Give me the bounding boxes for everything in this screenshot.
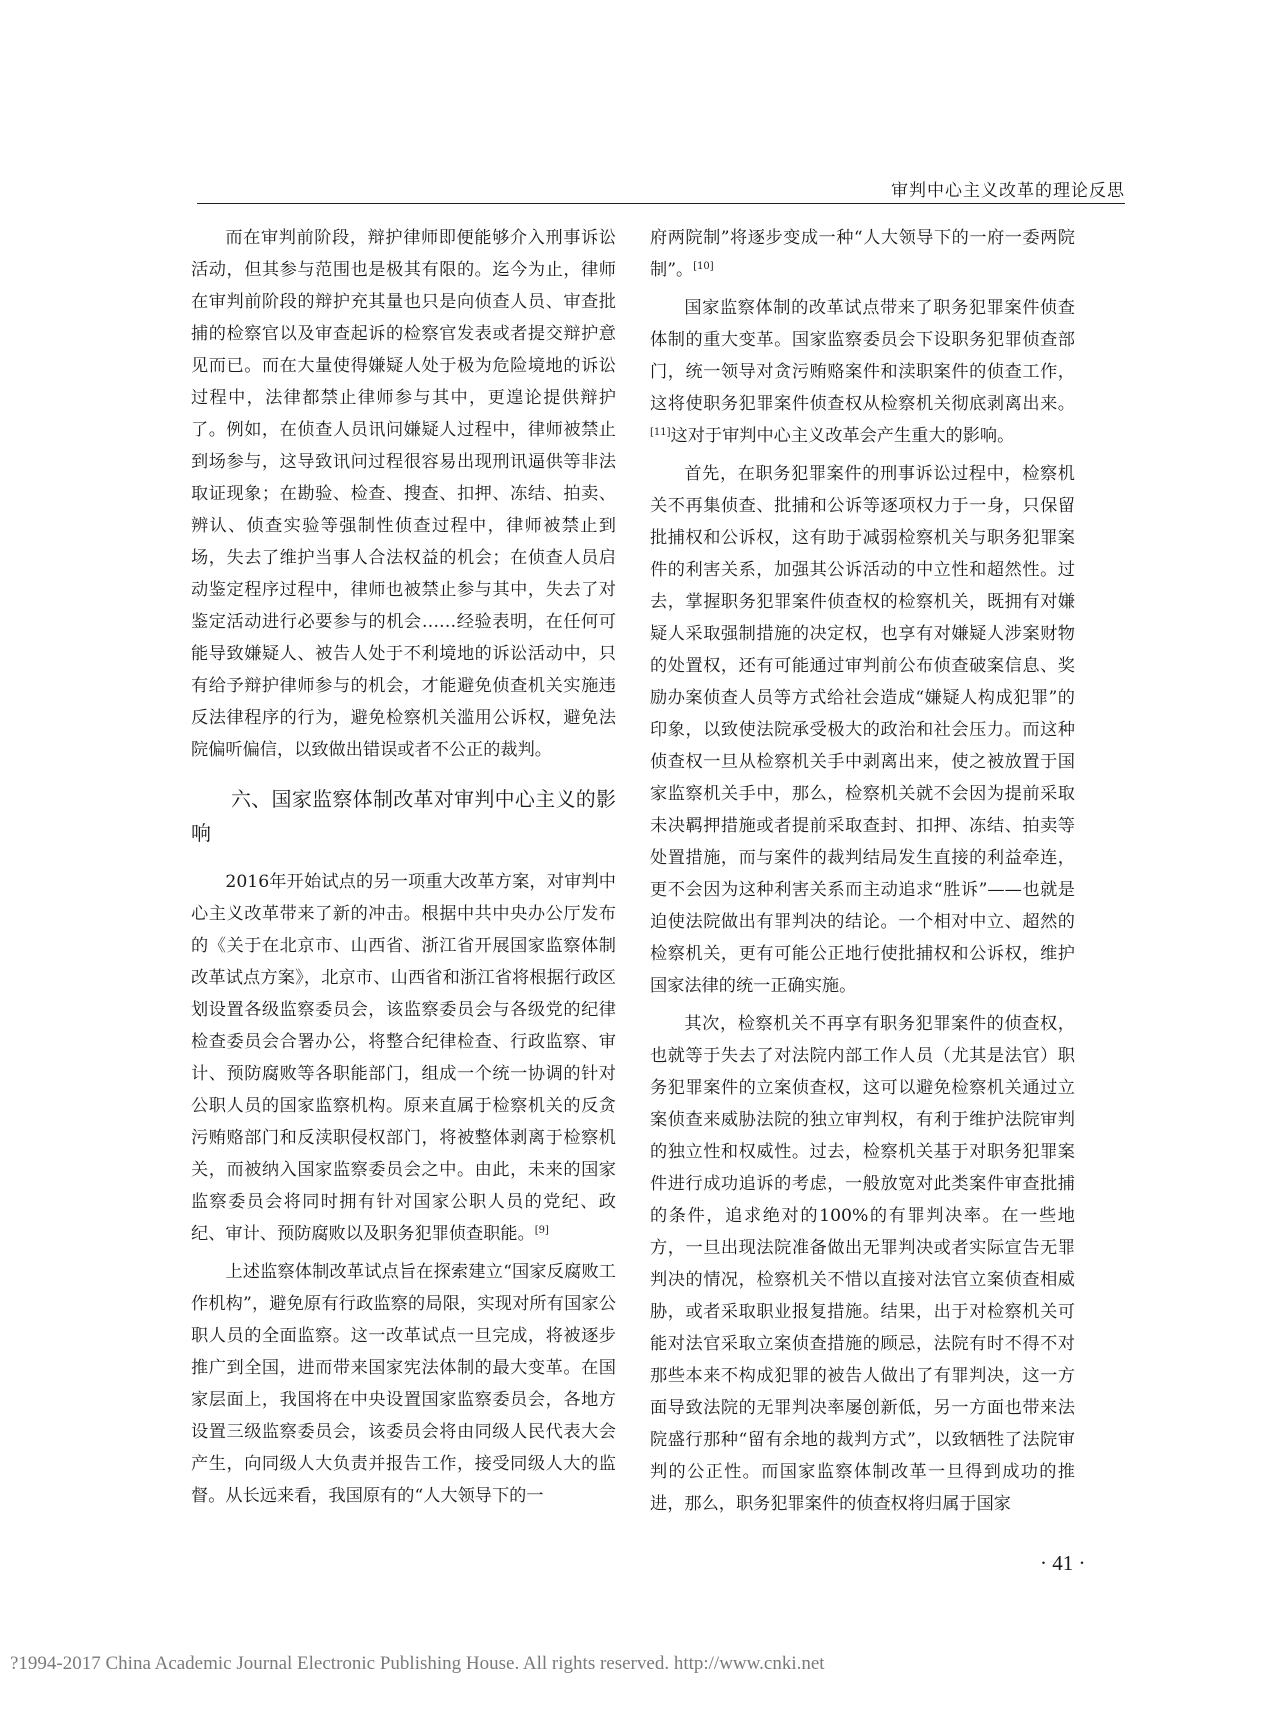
paragraph-text: 府两院制”将逐步变成一种“人大领导下的一府一委两院制”。: [650, 228, 1075, 280]
paragraph-text: 2016年开始试点的另一项重大改革方案，对审判中心主义改革带来了新的冲击。根据中共中央办公厅发布的《关于在北京市、山西省、浙江省开展国家监察体制改革试点方案》，北京市、山西省和浙江省将根据行政区划设置各级监察委员会，该监察委员会与各级党的纪律检查委员会合署办公，将整合纪律检查、行政监察、审计、预防腐败等各职能部门，组成一个统一协调的针对公职人员的国家监察机构。原来直属于检察机关的反贪污贿赂部门和反渎职侵权部门，将被整体剥离于检察机关，而被纳入国家监察委员会之中。由此，未来的国家监察委员会将同时拥有针对国家公职人员的党纪、政纪、审计、预防腐败以及职务犯罪侦查职能。: [191, 872, 616, 1244]
paragraph: [650, 222, 1075, 286]
paragraph-text: 这对于审判中心主义改革会产生重大的影响。: [670, 426, 1015, 446]
paragraph: 而在审判前阶段，辩护律师即便能够介入刑事诉讼活动，但其参与范围也是极其有限的。迄今为止，律师在审判前阶段的辩护充其量也只是向侦查人员、审查批捕的检察官以及审查起诉的检察官发表或者提交辩护意见而已。而在大量使得嫌疑人处于极为危险境地的诉讼过程中，法律都禁止律师参与其中，更遑论提供辩护了。例如，在侦查人员讯问嫌疑人过程中，律师被禁止到场参与，这导致讯问过程很容易出现刑讯逼供等非法取证现象；在勘验、检查、搜查、扣押、冻结、拍卖、辨认、侦查实验等强制性侦查过程中，律师被禁止到场，失去了维护当事人合法权益的机会；在侦查人员启动鉴定程序过程中，律师也被禁止参与其中，失去了对鉴定活动进行必要参与的机会……经验表明，在任何可能导致嫌疑人、被告人处于不利境地的诉讼活动中，只有给予辩护律师参与的机会，才能避免侦查机关实施违反法律程序的行为，避免检察机关滥用公诉权，避免法院偏听偏信，以致做出错误或者不公正的裁判。: [191, 228, 616, 760]
left-column: [191, 222, 616, 1512]
header-rule: [197, 203, 1125, 204]
paragraph: [650, 292, 1075, 452]
paragraph-text: 国家监察体制的改革试点带来了职务犯罪案件侦查体制的重大变革。国家监察委员会下设职务犯罪侦查部门，统一领导对贪污贿赂案件和渎职案件的侦查工作，这将使职务犯罪案件侦查权从检察机关彻底剥离出来。: [650, 298, 1075, 414]
paragraph: 上述监察体制改革试点旨在探索建立“国家反腐败工作机构”，避免原有行政监察的局限，实现对所有国家公职人员的全面监察。这一改革试点一旦完成，将被逐步推广到全国，进而带来国家宪法体制的最大变革。在国家层面上，我国将在中央设置国家监察委员会，各地方设置三级监察委员会，该委员会将由同级人民代表大会产生，向同级人大负责并报告工作，接受同级人大的监督。从长远来看，我国原有的“人大领导下的一: [191, 1262, 616, 1506]
running-head: 审判中心主义改革的理论反思: [891, 181, 1125, 201]
citation-ref: [9]: [534, 1225, 549, 1236]
section-heading: 六、国家监察体制改革对审判中心主义的影响: [191, 787, 616, 845]
copyright-footer: ?1994-2017 China Academic Journal Electronic Publishing House. All rights reserved. http://www.cnki.net: [10, 1653, 825, 1674]
page-number: · 41 ·: [1040, 1551, 1086, 1575]
paragraph: 首先，在职务犯罪案件的刑事诉讼过程中，检察机关不再集侦查、批捕和公诉等逐项权力于一身，只保留批捕权和公诉权，这有助于减弱检察机关与职务犯罪案件的利害关系，加强其公诉活动的中立性和超然性。过去，掌握职务犯罪案件侦查权的检察机关，既拥有对嫌疑人采取强制措施的决定权，也享有对嫌疑人涉案财物的处置权，还有可能通过审判前公布侦查破案信息、奖励办案侦查人员等方式给社会造成“嫌疑人构成犯罪”的印象，以致使法院承受极大的政治和社会压力。而这种侦查权一旦从检察机关手中剥离出来，使之被放置于国家监察机关手中，那么，检察机关就不会因为提前采取未决羁押措施或者提前采取查封、扣押、冻结、拍卖等处置措施，而与案件的裁判结局发生直接的利益牵连，更不会因为这种利害关系而主动追求“胜诉”——也就是迫使法院做出有罪判决的结论。一个相对中立、超然的检察机关，更有可能公正地行使批捕权和公诉权，维护国家法律的统一正确实施。: [650, 464, 1075, 996]
paragraph: 其次，检察机关不再享有职务犯罪案件的侦查权，也就等于失去了对法院内部工作人员（尤其是法官）职务犯罪案件的立案侦查权，这可以避免检察机关通过立案侦查来威胁法院的独立审判权，有利于维护法院审判的独立性和权威性。过去，检察机关基于对职务犯罪案件进行成功追诉的考虑，一般放宽对此类案件审查批捕的条件，追求绝对的100%的有罪判决率。在一些地方，一旦出现法院准备做出无罪判决或者实际宣告无罪判决的情况，检察机关不惜以直接对法官立案侦查相威胁，或者采取职业报复措施。结果，出于对检察机关可能对法官采取立案侦查措施的顾忌，法院有时不得不对那些本来不构成犯罪的被告人做出了有罪判决，这一方面导致法院的无罪判决率屡创新低，另一方面也带来法院盛行那种“留有余地的裁判方式”，以致牺牲了法院审判的公正性。而国家监察体制改革一旦得到成功的推进，那么，职务犯罪案件的侦查权将归属于国家: [650, 1014, 1075, 1514]
paragraph: [191, 866, 616, 1250]
citation-ref: [10]: [693, 261, 714, 272]
citation-ref: [11]: [650, 427, 671, 438]
right-column: [650, 222, 1075, 1520]
